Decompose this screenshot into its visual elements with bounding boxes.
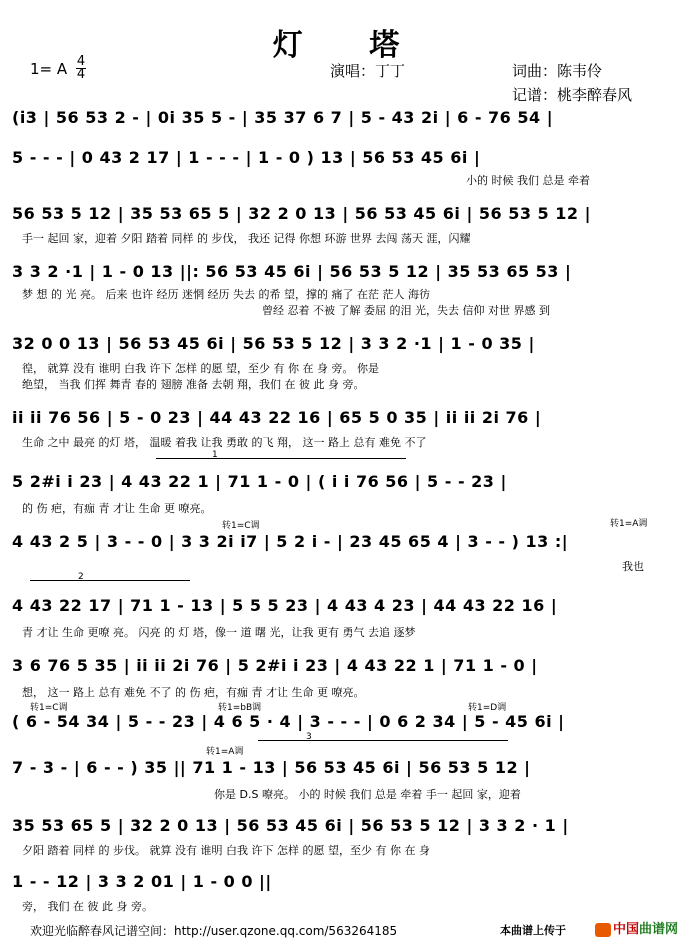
lyric-line-5: 徨， 就算 没有 谁明 白我 许下 怎样 的愿 望，至少 有 你 在 身 旁。 你是 — [22, 362, 379, 375]
lyric-line-9: 青 才让 生命 更嘹 亮。 闪亮 的 灯 塔，像一 道 曙 光，让我 更有 勇气 去追 逐梦 — [22, 626, 416, 639]
volta-line-2 — [30, 580, 190, 581]
score-line-2: 5 - - - | 0 43 2 17 | 1 - - - | 1 - 0 ) 13 | 56 53 45 6i | — [12, 148, 481, 167]
lyric-line-4b: 曾经 忍着 不被 了解 委屈 的泪 光，失去 信仰 对世 界感 到 — [262, 304, 550, 317]
page-title: 灯 塔 — [272, 28, 428, 63]
logo-text-a: 中国 — [613, 922, 640, 937]
key-change-bb: 转1=bB调 — [218, 703, 262, 713]
lyric-line-14: 旁， 我们 在 彼 此 身 旁。 — [22, 900, 153, 913]
lyric-line-12: 你是 D.S 嘹亮。 小的 时候 我们 总是 牵着 手一 起回 家，迎着 — [214, 788, 521, 801]
lyric-line-10: 想， 这一 路上 总有 难免 不了 的 伤 疤，有痂 青 才让 生命 更 嘹亮。 — [22, 686, 365, 699]
score-line-10: 3 6 76 5 35 | ii ii 2i 76 | 5 2#i i 23 | 4 43 22 1 | 71 1 - 0 | — [12, 656, 538, 675]
key-signature: 1= A — [30, 60, 68, 78]
score-line-6: ii ii 76 56 | 5 - 0 23 | 44 43 22 16 | 65 5 0 35 | ii ii 2i 76 | — [12, 408, 542, 427]
singer: 演唱：丁丁 — [330, 62, 406, 80]
lyric-line-7: 的 伤 疤，有痂 青 才让 生命 更 嘹亮。 — [22, 502, 212, 515]
lyric-line-13: 夕阳 踏着 同样 的 步伐。 就算 没有 谁明 白我 许下 怎样 的愿 望，至少 有 你 在 身 — [22, 844, 430, 857]
site-logo[interactable] — [595, 918, 678, 937]
score-line-14: 1 - - 12 | 3 3 2 01 | 1 - 0 0 || — [12, 872, 272, 891]
key-change-a-1: 转1=A调 — [610, 519, 648, 529]
composer: 词曲：陈韦伶 — [512, 62, 603, 80]
footer-source-link[interactable]: 欢迎光临醉春风记谱空间：http://user.qzone.qq.com/563264185 — [30, 924, 398, 938]
score-line-7: 5 2#i i 23 | 4 43 22 1 | 71 1 - 0 | ( i i 76 56 | 5 - - 23 | — [12, 472, 507, 491]
logo-text-b: 曲谱网 — [639, 922, 679, 937]
score-line-3: 56 53 5 12 | 35 53 65 5 | 32 2 0 13 | 56 53 45 6i | 56 53 5 12 | — [12, 204, 591, 223]
lyric-line-2: 小的 时候 我们 总是 牵着 — [466, 174, 590, 187]
lyric-line-4: 梦 想 的 光 亮。 后来 也许 经历 迷惘 经历 失去 的希 望，撑的 痛了 在茫 茫人 海彷 — [22, 288, 430, 301]
key-change-c-1: 转1=C调 — [222, 521, 260, 531]
volta-line-1 — [156, 458, 406, 459]
time-signature — [76, 56, 86, 81]
footer-upload-note: 本曲谱上传于 — [500, 924, 566, 937]
key-change-a-2: 转1=A调 — [206, 747, 244, 757]
lyric-line-5b: 绝望， 当我 们挥 舞青 春的 翅膀 准备 去朝 翔，我们 在 彼 此 身 旁。 — [22, 378, 365, 391]
volta-1: 1 — [212, 450, 218, 460]
transcriber: 记谱：桃李醉春风 — [512, 86, 633, 104]
time-top: 4 — [76, 54, 86, 69]
lyric-line-8: 我也 — [622, 560, 644, 573]
score-line-4: 3 3 2 ·1 | 1 - 0 13 ||: 56 53 45 6i | 56 53 5 12 | 35 53 65 53 | — [12, 262, 572, 281]
logo-icon — [595, 923, 611, 937]
volta-line-3 — [258, 740, 508, 741]
key-change-c-2: 转1=C调 — [30, 703, 68, 713]
score-line-11: ( 6 - 54 34 | 5 - - 23 | 4 6 5 · 4 | 3 - - - | 0 6 2 34 | 5 - 45 6i | — [12, 712, 565, 731]
lyric-line-6: 生命 之中 最亮 的灯 塔， 温暖 着我 让我 勇敢 的飞 翔， 这一 路上 总有 难免 不了 — [22, 436, 427, 449]
lyric-line-3: 手一 起回 家，迎着 夕阳 踏着 同样 的 步伐， 我还 记得 你想 环游 世界 去闯 荡天 涯，闪耀 — [22, 232, 471, 245]
score-line-1: (i̇3 | 56 53 2 - | 0i 35 5 - | 35 37 6 7 | 5 - 43 2i | 6 - 76 54 | — [12, 108, 554, 127]
score-line-5: 32 0 0 13 | 56 53 45 6i | 56 53 5 12 | 3 3 2 ·1 | 1 - 0 35 | — [12, 334, 535, 353]
volta-2: 2 — [78, 572, 84, 582]
volta-3: 3 — [306, 732, 312, 742]
score-line-12: 7 - 3 - | 6 - - ) 35 || 71 1 - 13 | 56 53 45 6i | 56 53 5 12 | — [12, 758, 531, 777]
key-change-d: 转1=D调 — [468, 703, 507, 713]
score-line-8: 4 43 2 5 | 3 - - 0 | 3 3 2i i7 | 5 2 i - | 23 45 65 4 | 3 - - ) 13 :| — [12, 532, 569, 551]
time-bottom: 4 — [76, 67, 86, 82]
score-line-9: 4 43 22 17 | 71 1 - 13 | 5 5 5 23 | 4 43 4 23 | 44 43 22 16 | — [12, 596, 558, 615]
score-line-13: 35 53 65 5 | 32 2 0 13 | 56 53 45 6i | 56 53 5 12 | 3 3 2 · 1 | — [12, 816, 569, 835]
